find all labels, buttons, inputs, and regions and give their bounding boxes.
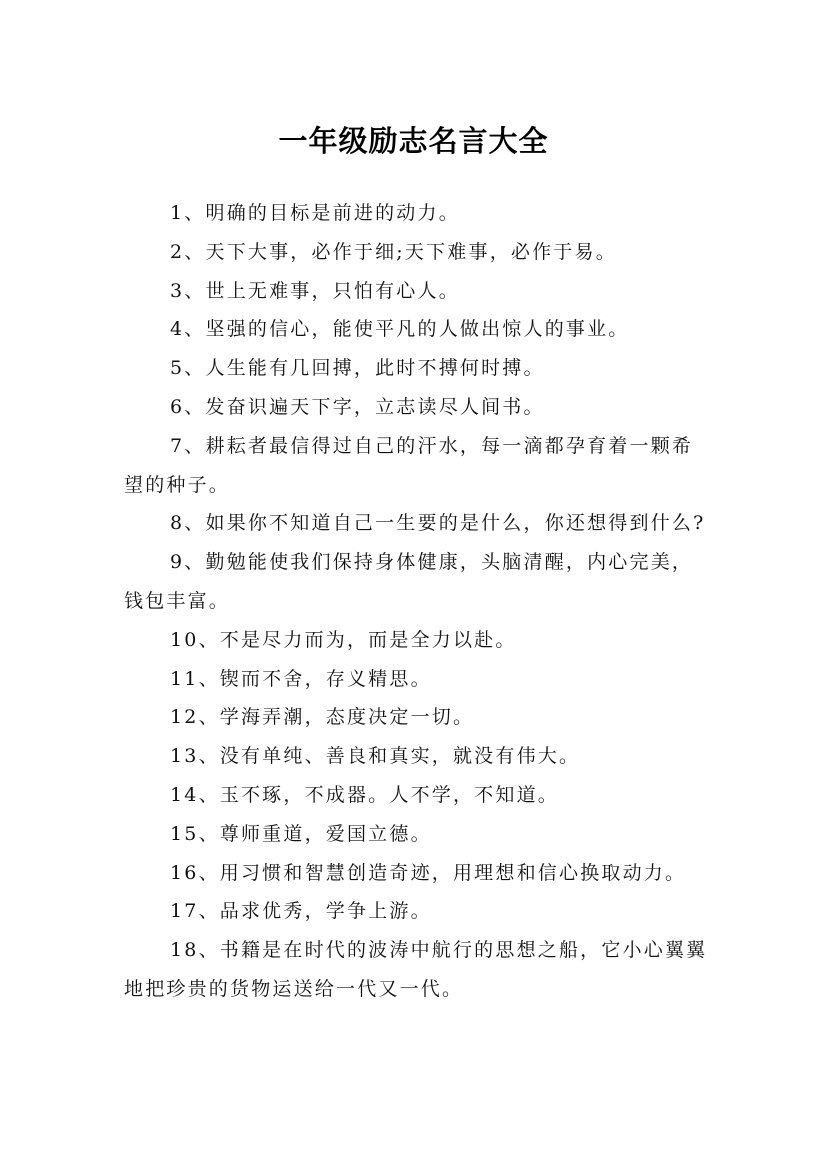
quote-item: 9、勤勉能使我们保持身体健康，头脑清醒，内心完美，钱包丰富。 <box>124 551 694 612</box>
quote-item: 18、书籍是在时代的波涛中航行的思想之船，它小心翼翼地把珍贵的货物运送给一代又一代。 <box>124 939 708 1000</box>
quote-item: 12、学海弄潮，态度决定一切。 <box>170 706 475 729</box>
quote-item: 17、品求优秀，学争上游。 <box>170 900 432 923</box>
quote-item: 1、明确的目标是前进的动力。 <box>170 202 460 224</box>
quote-list <box>124 194 714 1009</box>
document-title: 一年级励志名言大全 <box>278 124 549 159</box>
quote-item: 14、玉不琢，不成器。人不学，不知道。 <box>170 783 559 806</box>
quote-item: 4、坚强的信心，能使平凡的人做出惊人的事业。 <box>170 318 630 341</box>
quote-item: 2、天下大事，必作于细;天下难事，必作于易。 <box>170 240 617 263</box>
quote-item: 5、人生能有几回搏，此时不搏何时搏。 <box>170 357 545 380</box>
quote-item: 8、如果你不知道自己一生要的是什么，你还想得到什么? <box>170 512 706 535</box>
quote-item: 15、尊师重道，爱国立德。 <box>170 822 432 845</box>
quote-item: 16、用习惯和智慧创造奇迹，用理想和信心换取动力。 <box>170 861 687 884</box>
quote-item: 3、世上无难事，只怕有心人。 <box>170 279 460 302</box>
quote-item: 13、没有单纯、善良和真实，就没有伟大。 <box>170 745 581 768</box>
quote-item: 11、锲而不舍，存义精思。 <box>170 667 432 690</box>
quote-item: 6、发奋识遍天下字，立志读尽人间书。 <box>170 395 545 418</box>
quote-item: 7、耕耘者最信得过自己的汗水，每一滴都孕育着一颗希望的种子。 <box>124 434 694 496</box>
quote-item: 10、不是尽力而为，而是全力以赴。 <box>170 628 517 651</box>
